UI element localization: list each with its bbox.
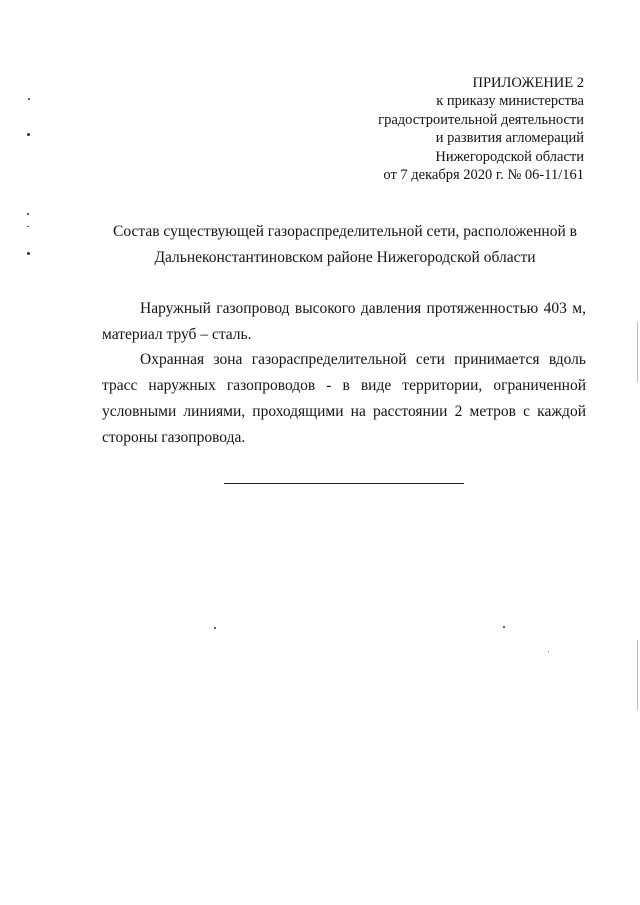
title-line-2: Дальнеконстантиновском районе Нижегородской области <box>154 249 536 266</box>
closing-divider-line <box>224 483 464 484</box>
scan-speck <box>27 252 30 255</box>
scan-speck <box>27 133 30 136</box>
scan-speck <box>27 213 29 215</box>
paragraph-1-text: Наружный газопровод высокого давления протяженностью 403 м, материал труб – сталь. <box>102 300 586 343</box>
title-line-1: Состав существующей газораспределительной сети, расположенной в <box>113 223 577 240</box>
appendix-number: ПРИЛОЖЕНИЕ 2 <box>472 75 584 91</box>
scan-speck <box>28 98 30 100</box>
scan-speck <box>503 626 505 628</box>
scan-speck <box>214 627 216 629</box>
ministry-name-line-2: и развития агломераций <box>435 130 584 147</box>
paragraph-protection-zone <box>102 347 586 451</box>
scan-speck <box>27 226 29 227</box>
paragraph-pipeline-description <box>102 296 586 348</box>
scan-edge-mark <box>637 640 638 710</box>
appendix-header <box>378 74 584 184</box>
ministry-name-line-1: градостроительной деятельности <box>378 111 584 128</box>
paragraph-2-text: Охранная зона газораспределительной сети принимается вдоль трасс наружных газопроводов - в виде территории, ограниченной условными линиями, проходящими на расстоянии 2 метров с каждой стороны газопровода. <box>102 351 586 446</box>
order-reference-line: к приказу министерства <box>436 93 584 110</box>
document-title <box>80 219 610 271</box>
order-date-number: от 7 декабря 2020 г. № 06-11/161 <box>383 167 584 184</box>
scan-speck <box>548 651 549 652</box>
scan-edge-mark <box>637 322 638 382</box>
region-name-line: Нижегородской области <box>435 148 584 165</box>
